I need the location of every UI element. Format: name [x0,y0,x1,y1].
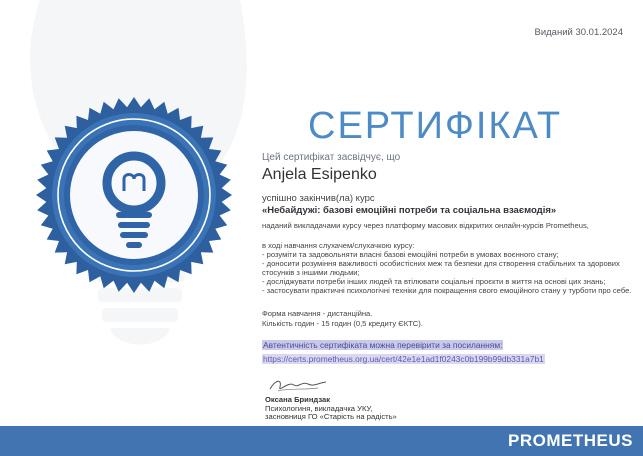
confirms-text: Цей сертифікат засвідчує, що [262,152,401,163]
footer-bar [0,426,643,456]
certificate-body [262,152,634,364]
verify-link[interactable]: https://certs.prometheus.org.ua/cert/42e1e1ad1f0243c0b199b99db331a7b1 [263,353,544,364]
certificate-title: СЕРТИФІКАТ [308,105,563,147]
verify-text: Автентичність сертифіката можна перевірити за посиланням: [263,339,503,350]
provided-text: наданий викладачами курсу через платформу масових відкритих онлайн-курсів Prometheus, [262,221,589,230]
signer-block [265,396,397,422]
outcome-item: - доносити розуміння важливості особистісних меж та безпеки для створення стабільних та здорових стосунків з іншими людьми; [262,259,620,278]
signer-role: Психологиня, викладачка УКУ, [265,403,373,413]
outcomes-list [262,250,634,296]
signature-icon [268,375,328,395]
outcome-item: - застосувати практичні психологічні техніки для покращення свого емоційного стану у турботи про себе. [262,286,632,296]
issued-date: Виданий 30.01.2024 [534,27,623,38]
study-hours: Кількість годин - 15 годин (0,5 кредиту ЄКТС). [262,318,423,328]
outcome-item: - досліджувати потреби інших людей та втілювати соціальні проєкти в життя на основі цих знань; [262,277,606,287]
recipient-name: Anjela Esipenko [262,166,377,183]
lightbulb-seal-icon [34,95,234,295]
completed-text: успішно закінчив(ла) курс [262,193,375,204]
prometheus-logo: PROMETHEUS [508,431,633,450]
course-title: «Небайдужі: базові емоційні потреби та соціальна взаємодія» [262,205,557,216]
outcome-item: - розуміти та задовольняти власні базові емоційні потреби в умовах воєнного стану; [262,250,559,259]
outcomes-intro: в ході навчання слухачем/слухачкою курсу: [262,241,415,250]
signer-name: Оксана Бриндзак [265,395,331,404]
signer-org: засновниця ГО «Старість на радість» [265,412,397,422]
study-form: Форма навчання - дистанційна. [262,308,373,318]
